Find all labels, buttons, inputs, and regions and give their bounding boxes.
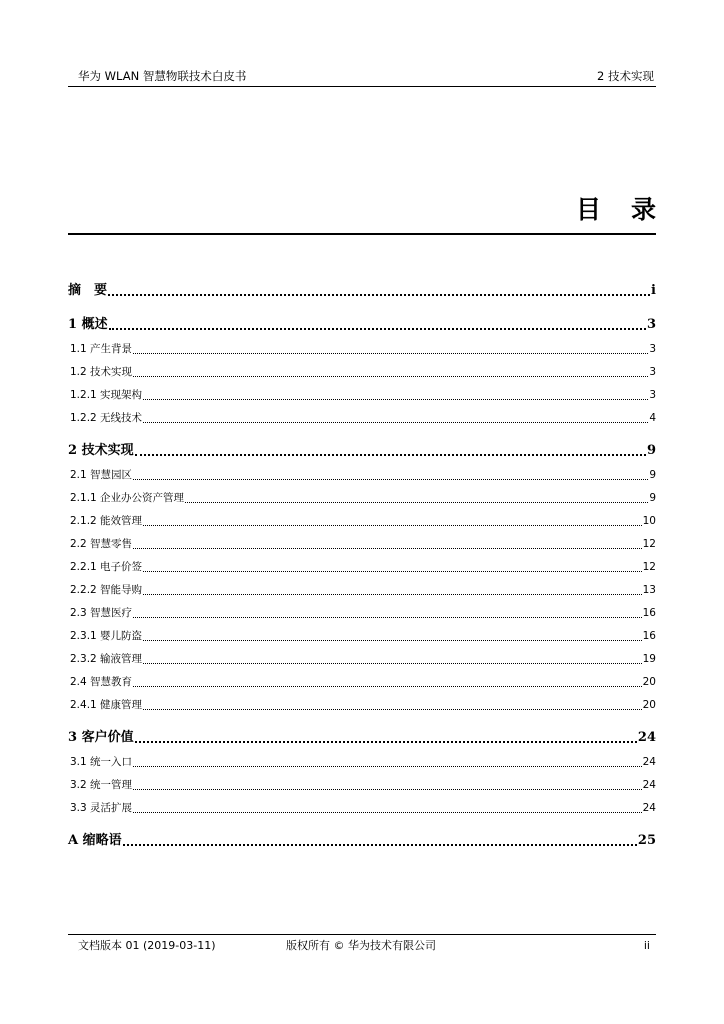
toc-dot-leader — [143, 422, 648, 423]
toc-entry[interactable] — [68, 412, 656, 425]
toc-dot-leader — [133, 376, 648, 377]
toc-dot-leader — [109, 328, 646, 330]
toc-dot-leader — [143, 571, 642, 572]
toc-entry-page: 24 — [642, 802, 656, 814]
document-title: 华为 WLAN 智慧物联技术白皮书 — [78, 69, 247, 83]
toc-entry-label: 3.1 统一入口 — [70, 756, 133, 768]
toc-entry[interactable] — [68, 389, 656, 402]
toc-entry[interactable] — [68, 366, 656, 379]
toc-entry-page: 10 — [642, 515, 656, 527]
document-version: 文档版本 01 (2019-03-11) — [78, 939, 216, 952]
toc-entry-page: 24 — [642, 779, 656, 791]
toc-entry-page: 12 — [642, 561, 656, 573]
copyright-notice: 版权所有 © 华为技术有限公司 — [286, 939, 436, 952]
toc-dot-leader — [143, 594, 642, 595]
toc-entry[interactable] — [68, 561, 656, 574]
toc-entry-label: 2.3.1 婴儿防盗 — [70, 630, 143, 642]
toc-entry[interactable] — [68, 469, 656, 482]
toc-entry[interactable] — [68, 538, 656, 551]
toc-entry-label: A 缩略语 — [68, 833, 122, 848]
toc-dot-leader — [133, 617, 642, 618]
toc-entry-page: 3 — [649, 389, 656, 401]
toc-entry-label: 3 客户价值 — [68, 730, 134, 745]
toc-entry-label: 2.3.2 输液管理 — [70, 653, 143, 665]
toc-dot-leader — [133, 789, 642, 790]
toc-entry-label: 2.2.2 智能导购 — [70, 584, 143, 596]
toc-entry-label: 1.2.2 无线技术 — [70, 412, 143, 424]
toc-dot-leader — [123, 844, 637, 846]
toc-entry[interactable] — [68, 699, 656, 712]
toc-entry[interactable] — [68, 584, 656, 597]
toc-dot-leader — [133, 548, 642, 549]
toc-dot-leader — [133, 686, 642, 687]
toc-entry[interactable] — [68, 756, 656, 769]
toc-dot-leader — [135, 454, 646, 456]
toc-entry-page: 19 — [642, 653, 656, 665]
table-of-contents — [68, 282, 656, 849]
toc-entry[interactable] — [68, 729, 656, 746]
toc-dot-leader — [133, 353, 648, 354]
toc-heading-text: 目录 — [575, 195, 686, 224]
toc-entry-label: 2 技术实现 — [68, 443, 134, 458]
toc-entry-page: 25 — [637, 833, 656, 848]
toc-entry[interactable] — [68, 515, 656, 528]
toc-entry-page: 3 — [649, 343, 656, 355]
page-header — [68, 68, 656, 87]
toc-entry[interactable] — [68, 442, 656, 459]
toc-dot-leader — [143, 640, 642, 641]
toc-heading — [68, 193, 686, 235]
toc-dot-leader — [133, 479, 648, 480]
toc-entry-label: 1.1 产生背景 — [70, 343, 133, 355]
toc-entry-page: 9 — [649, 469, 656, 481]
toc-dot-leader — [143, 525, 642, 526]
toc-entry-page: 9 — [649, 492, 656, 504]
toc-entry-page: 9 — [646, 443, 656, 458]
toc-entry-label: 2.1.2 能效管理 — [70, 515, 143, 527]
toc-entry-label: 2.2 智慧零售 — [70, 538, 133, 550]
toc-entry-label: 2.4.1 健康管理 — [70, 699, 143, 711]
toc-entry[interactable] — [68, 607, 656, 620]
toc-entry[interactable] — [68, 779, 656, 792]
toc-entry-page: 20 — [642, 676, 656, 688]
toc-entry[interactable] — [68, 653, 656, 666]
toc-entry-label: 2.2.1 电子价签 — [70, 561, 143, 573]
toc-entry[interactable] — [68, 343, 656, 356]
toc-entry-label: 1 概述 — [68, 317, 108, 332]
toc-entry-page: i — [651, 283, 656, 298]
toc-entry[interactable] — [68, 676, 656, 689]
toc-entry-label: 3.2 统一管理 — [70, 779, 133, 791]
toc-entry[interactable] — [68, 832, 656, 849]
toc-entry-page: 3 — [646, 317, 656, 332]
toc-dot-leader — [143, 663, 642, 664]
toc-entry[interactable] — [68, 630, 656, 643]
toc-entry-label: 摘 要 — [68, 283, 108, 298]
toc-entry[interactable] — [68, 282, 656, 299]
toc-entry-label: 3.3 灵活扩展 — [70, 802, 133, 814]
toc-entry[interactable] — [68, 316, 656, 333]
toc-entry-label: 2.3 智慧医疗 — [70, 607, 133, 619]
toc-entry-page: 16 — [642, 607, 656, 619]
toc-entry-page: 4 — [649, 412, 656, 424]
toc-dot-leader — [143, 709, 642, 710]
page-footer — [68, 934, 656, 952]
toc-entry-label: 1.2.1 实现架构 — [70, 389, 143, 401]
toc-entry-page: 12 — [642, 538, 656, 550]
toc-dot-leader — [143, 399, 648, 400]
toc-entry[interactable] — [68, 802, 656, 815]
toc-entry-page: 13 — [642, 584, 656, 596]
toc-entry-page: 16 — [642, 630, 656, 642]
toc-entry-label: 1.2 技术实现 — [70, 366, 133, 378]
section-title: 2 技术实现 — [597, 69, 654, 83]
toc-dot-leader — [108, 294, 650, 296]
toc-entry[interactable] — [68, 492, 656, 505]
toc-dot-leader — [135, 741, 637, 743]
toc-entry-page: 20 — [642, 699, 656, 711]
toc-entry-page: 24 — [642, 756, 656, 768]
toc-entry-page: 24 — [637, 730, 656, 745]
toc-dot-leader — [133, 812, 642, 813]
page-number: ii — [643, 939, 650, 952]
toc-entry-label: 2.1.1 企业办公资产管理 — [70, 492, 185, 504]
toc-dot-leader — [133, 766, 642, 767]
toc-entry-label: 2.1 智慧园区 — [70, 469, 133, 481]
toc-entry-page: 3 — [649, 366, 656, 378]
toc-dot-leader — [185, 502, 648, 503]
toc-entry-label: 2.4 智慧教育 — [70, 676, 133, 688]
